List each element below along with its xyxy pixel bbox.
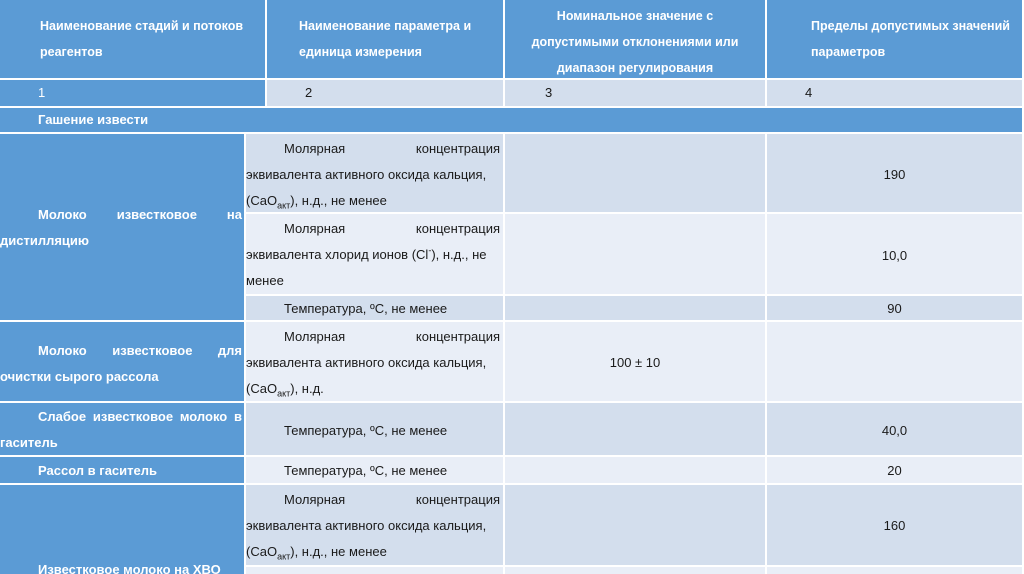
param-cao-concentration-3: Молярная концентрация эквивалента активного оксида кальция, (CaO$_{акт}$), н.д., не менее — [246, 485, 505, 567]
param-temperature-1: Температура, ºС, не менее — [246, 296, 505, 322]
param-cao-concentration-1: Молярная концентрация эквивалента активного оксида кальция, (CaO$_{акт}$), н.д., не менее — [246, 134, 505, 214]
param-row-partial — [246, 567, 505, 574]
stage-milk-hvo: Известковое молоко на ХВО — [0, 485, 246, 574]
nominal-row-2 — [505, 214, 767, 296]
header-col2: Наименование параметра и единица измерения — [267, 0, 505, 80]
param-cao-concentration-2: Молярная концентрация эквивалента активного оксида кальция, (CaO$_{акт}$), н.д. — [246, 322, 505, 403]
nominal-row-1 — [505, 134, 767, 214]
limit-row-7: 160 — [767, 485, 1024, 567]
nominal-row-4: 100 ± 10 — [505, 322, 767, 403]
nominal-row-7 — [505, 485, 767, 567]
stage-brine-slaker: Рассол в гаситель — [0, 457, 246, 485]
param-temperature-3: Температура, ºС, не менее — [246, 457, 505, 485]
limit-row-4 — [767, 322, 1024, 403]
header-col1: Наименование стадий и потоков реагентов — [0, 0, 267, 80]
col-number-3: 3 — [505, 80, 767, 108]
nominal-row-6 — [505, 457, 767, 485]
limit-row-1: 190 — [767, 134, 1024, 214]
col-number-1: 1 — [0, 80, 267, 108]
section-row: Гашение извести — [0, 108, 1024, 134]
param-chloride-concentration: Молярная концентрация эквивалента хлорид ионов (Cl-), н.д., не менее — [246, 214, 505, 296]
nominal-row-3 — [505, 296, 767, 322]
limit-row-3: 90 — [767, 296, 1024, 322]
limit-row-2: 10,0 — [767, 214, 1024, 296]
stage-weak-milk-slaker: Слабое известковое молоко в гаситель — [0, 403, 246, 457]
limit-row-6: 20 — [767, 457, 1024, 485]
stage-milk-distillation: Молоко известковое на дистилляцию — [0, 134, 246, 322]
limit-row-partial — [767, 567, 1024, 574]
limit-row-5: 40,0 — [767, 403, 1024, 457]
nominal-row-5 — [505, 403, 767, 457]
param-temperature-2: Температура, ºС, не менее — [246, 403, 505, 457]
header-col4: Пределы допустимых значений параметров — [767, 0, 1024, 80]
nominal-row-partial — [505, 567, 767, 574]
header-col3: Номинальное значение с допустимыми отклонениями или диапазон регулирования — [505, 0, 767, 80]
col-number-2: 2 — [267, 80, 505, 108]
stage-milk-brine-purification: Молоко известковое для очистки сырого рассола — [0, 322, 246, 403]
col-number-4: 4 — [767, 80, 1024, 108]
